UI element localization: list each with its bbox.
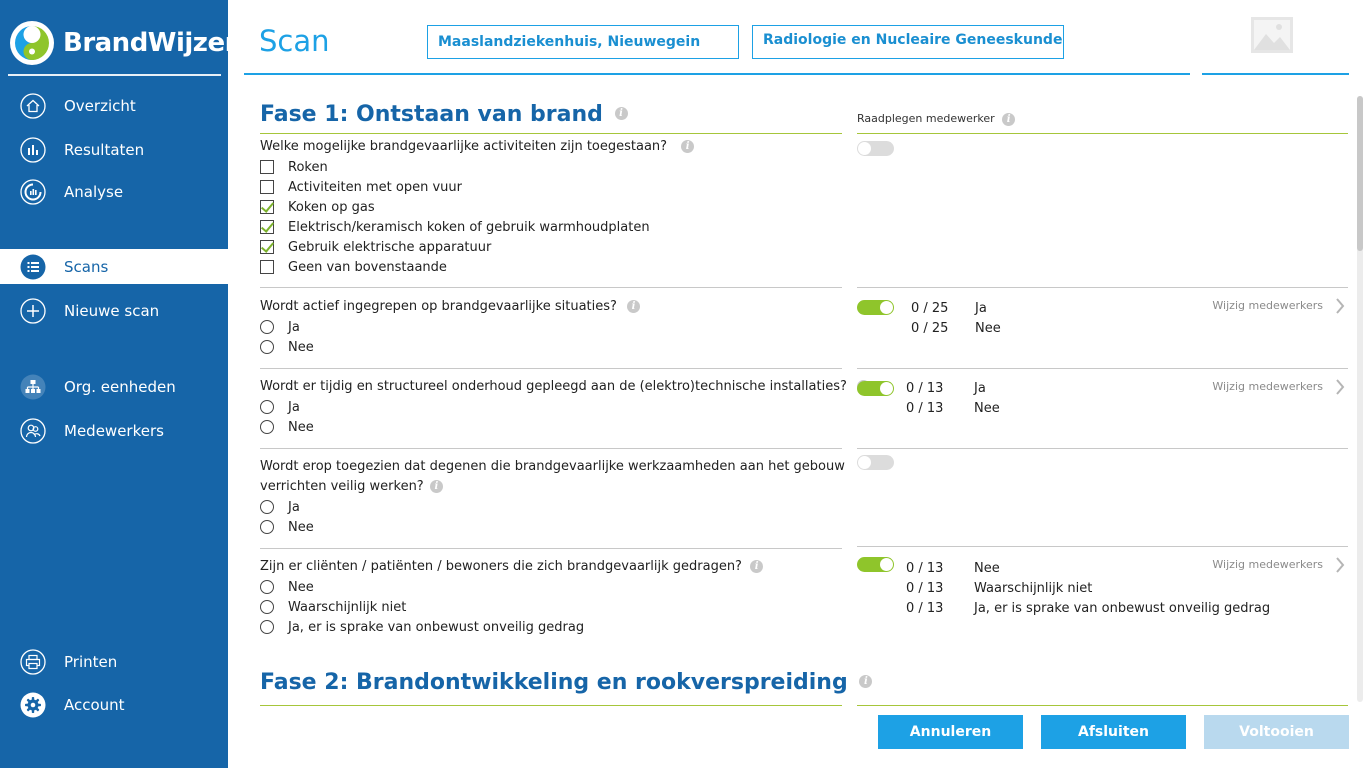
consult-toggle-q4[interactable] bbox=[857, 455, 894, 470]
radio-button[interactable] bbox=[260, 600, 274, 614]
printer-icon bbox=[20, 649, 46, 675]
answer-count: 0 / 13 bbox=[906, 400, 944, 416]
nav-resultaten[interactable] bbox=[0, 132, 228, 167]
answer-label: Nee bbox=[975, 320, 1001, 336]
radio-option-waarschijnlijk-niet[interactable] bbox=[260, 597, 406, 617]
answer-stat bbox=[906, 398, 1000, 418]
nav-label: Nieuwe scan bbox=[64, 301, 160, 320]
radio-button[interactable] bbox=[260, 320, 274, 334]
side-question-divider bbox=[857, 546, 1348, 547]
answer-stat bbox=[906, 558, 1000, 578]
question-5 bbox=[260, 557, 763, 577]
people-icon bbox=[20, 418, 46, 444]
nav-label: Printen bbox=[64, 652, 118, 671]
chevron-right-icon[interactable] bbox=[1335, 298, 1345, 314]
answer-label: Nee bbox=[974, 400, 1000, 416]
question-3 bbox=[260, 377, 870, 397]
answer-count: 0 / 13 bbox=[906, 560, 944, 576]
complete-button[interactable]: Voltooien bbox=[1204, 715, 1349, 749]
info-icon[interactable]: i bbox=[681, 140, 694, 153]
answer-label: Ja, er is sprake van onbewust onveilig gedrag bbox=[974, 600, 1271, 616]
radio-option-nee[interactable] bbox=[260, 337, 314, 357]
phase-2-title bbox=[260, 670, 872, 695]
checkbox-checked[interactable] bbox=[260, 200, 274, 214]
radio-option-nee[interactable] bbox=[260, 417, 314, 437]
info-icon[interactable]: i bbox=[859, 675, 872, 688]
option-label: Nee bbox=[288, 519, 314, 535]
answer-stat bbox=[906, 578, 1093, 598]
nav-label: Org. eenheden bbox=[64, 377, 176, 396]
nav-label: Overzicht bbox=[64, 96, 136, 115]
option-label: Waarschijnlijk niet bbox=[288, 599, 407, 615]
checkbox[interactable] bbox=[260, 260, 274, 274]
phase-1-title-text: Fase 1: Ontstaan van brand bbox=[260, 102, 603, 127]
plus-icon bbox=[20, 298, 46, 324]
option-label: Activiteiten met open vuur bbox=[288, 179, 462, 195]
phase-1-divider bbox=[260, 133, 842, 134]
nav-scans[interactable] bbox=[0, 249, 228, 284]
option-label: Nee bbox=[288, 339, 314, 355]
option-label: Ja bbox=[288, 399, 300, 415]
radio-option-nee[interactable] bbox=[260, 517, 314, 537]
checkbox-option-elektrische-apparatuur[interactable] bbox=[260, 237, 491, 257]
nav-overzicht[interactable] bbox=[0, 88, 228, 123]
sidebar bbox=[0, 0, 237, 768]
answer-label: Ja bbox=[974, 380, 986, 396]
radio-option-ja[interactable] bbox=[260, 497, 300, 517]
radio-button[interactable] bbox=[260, 500, 274, 514]
answer-count: 0 / 25 bbox=[911, 300, 949, 316]
info-icon[interactable]: i bbox=[750, 560, 763, 573]
page-title: Scan bbox=[259, 24, 330, 58]
info-icon[interactable]: i bbox=[1002, 113, 1015, 126]
checkbox-option-open-vuur[interactable] bbox=[260, 177, 462, 197]
checkbox[interactable] bbox=[260, 180, 274, 194]
checkbox-option-roken[interactable] bbox=[260, 157, 328, 177]
header-divider bbox=[244, 73, 1190, 75]
checkbox[interactable] bbox=[260, 160, 274, 174]
nav-nieuwe-scan[interactable] bbox=[0, 293, 228, 328]
radio-button[interactable] bbox=[260, 400, 274, 414]
radio-button[interactable] bbox=[260, 340, 274, 354]
consult-toggle-q5[interactable] bbox=[857, 557, 894, 572]
question-3-text: Wordt er tijdig en structureel onderhoud gepleegd aan de (elektro)technische installaties? bbox=[260, 379, 847, 394]
radio-button[interactable] bbox=[260, 620, 274, 634]
chevron-right-icon[interactable] bbox=[1335, 379, 1345, 395]
toggle-knob bbox=[880, 301, 893, 314]
home-icon bbox=[20, 93, 46, 119]
cancel-button[interactable]: Annuleren bbox=[878, 715, 1023, 749]
question-2-text: Wordt actief ingegrepen op brandgevaarlijke situaties? bbox=[260, 299, 617, 314]
brand-name: BrandWijzer bbox=[63, 28, 237, 58]
option-label: Nee bbox=[288, 419, 314, 435]
answer-stat bbox=[906, 598, 1271, 618]
side-question-divider bbox=[857, 368, 1348, 369]
answer-count: 0 / 13 bbox=[906, 580, 944, 596]
option-label: Gebruik elektrische apparatuur bbox=[288, 239, 492, 255]
info-icon[interactable]: i bbox=[615, 107, 628, 120]
answer-label: Ja bbox=[975, 300, 987, 316]
nav-label: Scans bbox=[64, 257, 109, 276]
image-placeholder-icon[interactable] bbox=[1251, 17, 1293, 53]
phase-1-title bbox=[260, 102, 628, 127]
checkbox-option-elektrisch-koken[interactable] bbox=[260, 217, 650, 237]
gear-icon bbox=[20, 692, 46, 718]
question-4-text-line-2-text: verrichten veilig werken? bbox=[260, 479, 424, 494]
toggle-knob bbox=[880, 382, 893, 395]
option-label: Ja bbox=[288, 499, 300, 515]
question-2 bbox=[260, 297, 640, 317]
radio-option-ja[interactable] bbox=[260, 397, 300, 417]
question-4-text-line-1: Wordt erop toegezien dat degenen die brandgevaarlijke werkzaamheden aan het gebouw bbox=[260, 459, 845, 474]
chevron-right-icon[interactable] bbox=[1335, 557, 1345, 573]
question-4-text-line-2 bbox=[260, 477, 845, 497]
organisation-selector[interactable]: Maaslandziekenhuis, Nieuwegein bbox=[427, 25, 739, 59]
change-employees-link[interactable]: Wijzig medewerkers bbox=[1212, 380, 1323, 393]
bar-chart-icon bbox=[20, 137, 46, 163]
phase-2-title-text: Fase 2: Brandontwikkeling en rookverspreiding bbox=[260, 670, 848, 695]
nav-label: Medewerkers bbox=[64, 421, 164, 440]
brandwijzer-logo-icon bbox=[10, 21, 54, 65]
option-label: Ja bbox=[288, 319, 300, 335]
option-label: Geen van bovenstaande bbox=[288, 259, 447, 275]
radio-option-onbewust-onveilig[interactable] bbox=[260, 617, 584, 637]
option-label: Ja, er is sprake van onbewust onveilig gedrag bbox=[288, 619, 585, 635]
answer-count: 0 / 25 bbox=[911, 320, 949, 336]
radio-option-ja[interactable] bbox=[260, 317, 300, 337]
side-question-divider bbox=[857, 448, 1348, 449]
radio-button[interactable] bbox=[260, 580, 274, 594]
side-question-divider bbox=[857, 287, 1348, 288]
close-button[interactable]: Afsluiten bbox=[1041, 715, 1186, 749]
analysis-icon bbox=[20, 179, 46, 205]
nav-account[interactable] bbox=[0, 687, 228, 722]
option-label: Nee bbox=[288, 579, 314, 595]
radio-button[interactable] bbox=[260, 420, 274, 434]
option-label: Elektrisch/keramisch koken of gebruik warmhoudplaten bbox=[288, 219, 650, 235]
nav-label: Resultaten bbox=[64, 140, 145, 159]
info-icon[interactable]: i bbox=[627, 300, 640, 313]
nav-label: Analyse bbox=[64, 182, 124, 201]
consult-toggle-q3[interactable] bbox=[857, 381, 894, 396]
radio-button[interactable] bbox=[260, 520, 274, 534]
checkbox-option-koken-gas[interactable] bbox=[260, 197, 375, 217]
scrollbar-thumb[interactable] bbox=[1357, 96, 1363, 251]
option-label: Koken op gas bbox=[288, 199, 375, 215]
list-icon bbox=[20, 254, 46, 280]
phase-2-divider bbox=[260, 705, 842, 706]
change-employees-link[interactable]: Wijzig medewerkers bbox=[1212, 558, 1323, 571]
scrollbar[interactable] bbox=[1357, 96, 1363, 702]
answer-count: 0 / 13 bbox=[906, 600, 944, 616]
info-icon[interactable]: i bbox=[430, 480, 443, 493]
question-1 bbox=[260, 137, 694, 157]
question-divider bbox=[260, 448, 842, 449]
consult-employee-header bbox=[857, 112, 1015, 126]
department-selector[interactable]: Radiologie en Nucleaire Geneeskunde bbox=[752, 25, 1064, 59]
side-divider bbox=[857, 705, 1348, 706]
checkbox-checked[interactable] bbox=[260, 240, 274, 254]
toggle-knob bbox=[880, 558, 893, 571]
nav-analyse[interactable] bbox=[0, 174, 228, 209]
nav-org-eenheden[interactable] bbox=[0, 369, 228, 404]
consult-employee-label: Raadplegen medewerker bbox=[857, 112, 995, 125]
question-divider bbox=[260, 287, 842, 288]
question-divider bbox=[260, 368, 842, 369]
nav-label: Account bbox=[64, 695, 125, 714]
checkbox-checked[interactable] bbox=[260, 220, 274, 234]
answer-count: 0 / 13 bbox=[906, 380, 944, 396]
org-chart-icon bbox=[20, 374, 46, 400]
change-employees-link[interactable]: Wijzig medewerkers bbox=[1212, 299, 1323, 312]
checkbox-option-geen[interactable] bbox=[260, 257, 447, 277]
nav-medewerkers[interactable] bbox=[0, 413, 228, 448]
brand[interactable] bbox=[10, 20, 237, 66]
nav-printen[interactable] bbox=[0, 644, 228, 679]
toggle-knob bbox=[858, 456, 871, 469]
consult-toggle-q1[interactable] bbox=[857, 141, 894, 156]
brand-divider bbox=[8, 74, 221, 76]
question-5-text: Zijn er cliënten / patiënten / bewoners die zich brandgevaarlijk gedragen? bbox=[260, 559, 742, 574]
answer-stat bbox=[911, 298, 987, 318]
toggle-knob bbox=[858, 142, 871, 155]
answer-stat bbox=[911, 318, 1001, 338]
header-divider-image bbox=[1202, 73, 1349, 75]
question-4 bbox=[260, 457, 845, 497]
answer-label: Waarschijnlijk niet bbox=[974, 580, 1093, 596]
answer-stat bbox=[906, 378, 986, 398]
question-1-text: Welke mogelijke brandgevaarlijke activiteiten zijn toegestaan? bbox=[260, 139, 668, 154]
question-divider bbox=[260, 548, 842, 549]
radio-option-nee[interactable] bbox=[260, 577, 314, 597]
side-divider bbox=[857, 133, 1348, 134]
answer-label: Nee bbox=[974, 560, 1000, 576]
option-label: Roken bbox=[288, 159, 328, 175]
consult-toggle-q2[interactable] bbox=[857, 300, 894, 315]
